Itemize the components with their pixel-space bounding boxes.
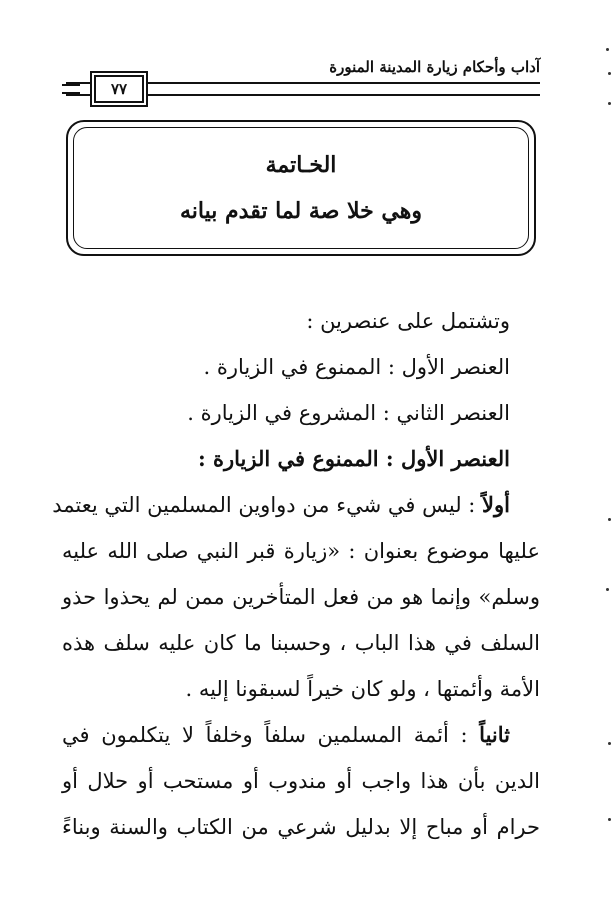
paragraph-first: [52, 482, 540, 712]
chapter-subheading: وهي خلا صة لما تقدم بيانه: [180, 198, 422, 224]
paragraph-line: [52, 482, 540, 528]
header-rule-left: [62, 84, 80, 94]
paragraph-line: [62, 712, 540, 758]
paragraph-line: وسلم» وإنما هو من فعل المتأخرين ممن لم يحذوا حذو: [62, 585, 540, 609]
scan-speck: [608, 72, 611, 75]
chapter-title-box: [66, 120, 536, 256]
paragraph-line: الأمة وأئمتها ، ولو كان خيراً لسبقونا إليه .: [185, 677, 540, 701]
intro-line: العنصر الثاني : المشروع في الزيارة .: [187, 401, 510, 425]
scan-speck: [608, 742, 611, 745]
running-title: آداب وأحكام زيارة المدينة المنورة: [329, 58, 540, 76]
page-number: ٧٧: [94, 75, 144, 103]
paragraph-line: حرام أو مباح إلا بدليل شرعي من الكتاب والسنة وبناءً: [62, 815, 540, 839]
scan-speck: [608, 818, 611, 821]
paragraph-line: عليها موضوع بعنوان : «زيارة قبر النبي صلى الله عليه: [62, 539, 540, 563]
paragraph-lead: أولاً: [482, 492, 510, 517]
scan-speck: [606, 48, 609, 51]
paragraph-text: : ليس في شيء من دواوين المسلمين التي يعتمد: [52, 493, 483, 517]
paragraph-line: السلف في هذا الباب ، وحسبنا ما كان عليه سلف هذه: [62, 631, 540, 655]
scan-speck: [608, 518, 611, 521]
paragraph-text: : أئمة المسلمين سلفاً وخلفاً لا يتكلمون في: [62, 723, 480, 747]
title-box-inner-border: [73, 127, 529, 249]
scan-speck: [606, 588, 609, 591]
paragraph-second: [62, 712, 540, 850]
chapter-heading: الخـاتمة: [265, 152, 337, 178]
intro-line: العنصر الأول : الممنوع في الزيارة .: [203, 355, 510, 379]
body-text: [52, 298, 540, 850]
paragraph-line: الدين بأن هذا واجب أو مندوب أو مستحب أو حلال أو: [62, 769, 540, 793]
paragraph-lead: ثانياً: [479, 722, 510, 747]
section-heading: العنصر الأول : الممنوع في الزيارة :: [197, 446, 510, 471]
intro-line: وتشتمل على عنصرين :: [306, 309, 510, 333]
page-header: [62, 58, 540, 108]
scan-speck: [608, 102, 611, 105]
